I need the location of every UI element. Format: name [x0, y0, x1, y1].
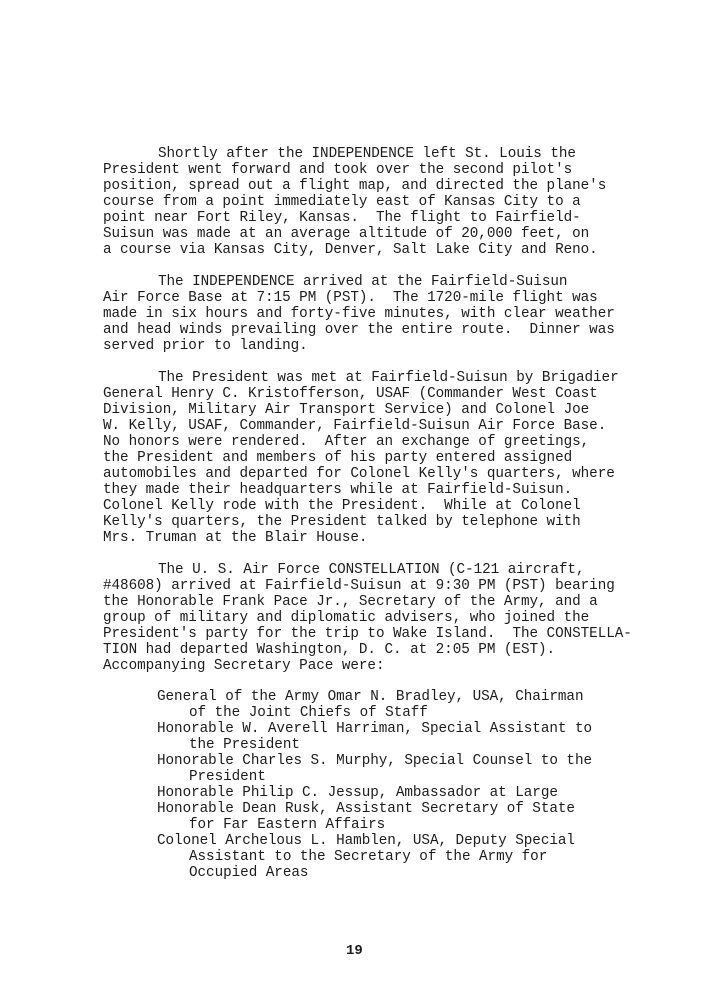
text-line: Division, Military Air Transport Service) and Colonel Joe: [103, 402, 590, 418]
text-line: position, spread out a flight map, and directed the plane's: [103, 178, 607, 194]
text-line: group of military and diplomatic advisers, who joined the: [103, 610, 590, 626]
text-line: No honors were rendered. After an exchange of greetings,: [103, 434, 590, 450]
text-line: TION had departed Washington, D. C. at 2:05 PM (EST).: [103, 642, 556, 658]
text-line: automobiles and departed for Colonel Kelly's quarters, where: [103, 466, 615, 482]
text-line: Mrs. Truman at the Blair House.: [103, 530, 368, 546]
list-item: Honorable Philip C. Jessup, Ambassador at Large: [157, 785, 558, 801]
list-item-continuation: for Far Eastern Affairs: [189, 817, 386, 833]
list-item: Colonel Archelous L. Hamblen, USA, Deputy Special: [157, 833, 575, 849]
list-item-continuation: Occupied Areas: [189, 865, 309, 881]
page-number: 19: [346, 943, 363, 959]
text-line: President went forward and took over the second pilot's: [103, 162, 573, 178]
list-item-continuation: Assistant to the Secretary of the Army for: [189, 849, 548, 865]
text-line: course from a point immediately east of Kansas City to a: [103, 194, 581, 210]
text-line: the Honorable Frank Pace Jr., Secretary of the Army, and a: [103, 594, 598, 610]
text-line: Colonel Kelly rode with the President. While at Colonel: [103, 498, 581, 514]
paragraph-departure: [103, 146, 703, 258]
text-line: W. Kelly, USAF, Commander, Fairfield-Suisun Air Force Base.: [103, 418, 607, 434]
text-line: the President and members of his party entered assigned: [103, 450, 573, 466]
accompanying-list: [157, 689, 697, 881]
text-line: they made their headquarters while at Fairfield-Suisun.: [103, 482, 573, 498]
text-line: Air Force Base at 7:15 PM (PST). The 1720-mile flight was: [103, 290, 598, 306]
text-line: The INDEPENDENCE arrived at the Fairfield-Suisun: [158, 274, 568, 290]
list-item: General of the Army Omar N. Bradley, USA, Chairman: [157, 689, 584, 705]
text-line: Shortly after the INDEPENDENCE left St. Louis the: [158, 146, 576, 162]
paragraph-reception: [103, 370, 703, 546]
list-item: Honorable Dean Rusk, Assistant Secretary of State: [157, 801, 575, 817]
paragraph-constellation: [103, 562, 703, 674]
text-line: Accompanying Secretary Pace were:: [103, 658, 385, 674]
text-line: Kelly's quarters, the President talked by telephone with: [103, 514, 581, 530]
text-line: point near Fort Riley, Kansas. The flight to Fairfield-: [103, 210, 581, 226]
text-line: President's party for the trip to Wake Island. The CONSTELLA-: [103, 626, 632, 642]
text-line: and head winds prevailing over the entire route. Dinner was: [103, 322, 615, 338]
list-item: Honorable W. Averell Harriman, Special Assistant to: [157, 721, 593, 737]
text-line: General Henry C. Kristofferson, USAF (Commander West Coast: [103, 386, 598, 402]
text-line: #48608) arrived at Fairfield-Suisun at 9:30 PM (PST) bearing: [103, 578, 615, 594]
text-line: The U. S. Air Force CONSTELLATION (C-121 aircraft,: [158, 562, 585, 578]
list-item-continuation: President: [189, 769, 266, 785]
list-item: Honorable Charles S. Murphy, Special Counsel to the: [157, 753, 593, 769]
text-line: a course via Kansas City, Denver, Salt Lake City and Reno.: [103, 242, 598, 258]
paragraph-arrival: [103, 274, 703, 354]
text-line: served prior to landing.: [103, 338, 308, 354]
text-line: made in six hours and forty-five minutes, with clear weather: [103, 306, 615, 322]
list-item-continuation: of the Joint Chiefs of Staff: [189, 705, 428, 721]
text-line: The President was met at Fairfield-Suisun by Brigadier: [158, 370, 619, 386]
text-line: Suisun was made at an average altitude of 20,000 feet, on: [103, 226, 590, 242]
list-item-continuation: the President: [189, 737, 300, 753]
